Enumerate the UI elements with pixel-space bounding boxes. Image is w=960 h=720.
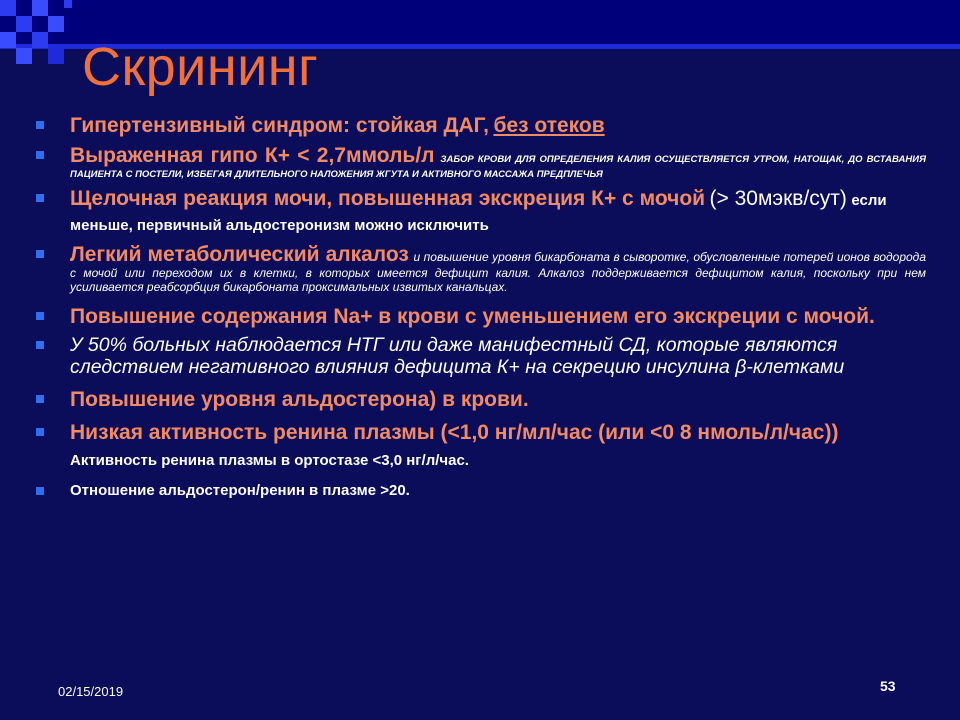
bullet-note: ЗАБОР КРОВИ ДЛЯ ОПРЕДЕЛЕНИЯ КАЛИЯ ОСУЩЕСТВЛЯЕТСЯ УТРОМ, НАТОЩАК, ДО ВСТАВАНИЯ ПАЦИЕНТА С ПОСТЕЛИ, ИЗБЕГАЯ ДЛИТЕЛЬНОГО НАЛОЖЕНИЯ ЖГУТА И АКТИВНОГО МАССАЖА ПРЕДПЛЕЧЬЯ: [70, 154, 927, 180]
bullet-text: Отношение альдостерон/ренин в плазме >20.: [70, 482, 410, 499]
bullet-icon: [36, 194, 44, 202]
bullet-value: (> 30мэкв/сут): [709, 187, 847, 210]
bullet-text: Гипертензивный синдром: стойкая ДАГ,: [70, 114, 490, 137]
bullet-icon: [36, 341, 44, 349]
bullet-icon: [36, 151, 44, 159]
slide-title: Скрининг: [82, 37, 319, 97]
bullet-list: [36, 114, 926, 502]
bullet-text: У 50% больных наблюдается НТГ или даже манифестный СД, которые являются следствием негативного влияния дефицита К+ на секрецию инсулина β-клетками: [70, 334, 845, 378]
bullet-icon: [36, 121, 44, 129]
list-item: [36, 387, 926, 414]
list-item: [36, 480, 926, 502]
list-item: [36, 186, 926, 238]
bullet-icon: [36, 487, 44, 495]
slide-date: 02/15/2019: [58, 684, 124, 699]
bullet-text: Повышение уровня альдостерона) в крови.: [70, 388, 529, 411]
bullet-icon: [36, 428, 44, 436]
bullet-icon: [36, 312, 44, 320]
bullet-icon: [36, 250, 44, 258]
list-item: [36, 244, 926, 294]
bullet-text: Щелочная реакция мочи, повышенная экскреция К+ с мочой: [70, 187, 706, 210]
bullet-text: Выраженная гипо К+ < 2,7ммоль/л: [70, 144, 435, 167]
bullet-note: Активность ренина плазмы в ортостазе <3,0 нг/л/час.: [70, 452, 469, 469]
list-item: [36, 144, 926, 180]
list-item: [36, 114, 926, 138]
list-item: [36, 335, 926, 379]
list-item: [36, 304, 926, 331]
list-item: [36, 420, 926, 474]
bullet-icon: [36, 395, 44, 403]
bullet-note: если меньше, первичный альдостеронизм можно исключить: [70, 192, 887, 234]
bullet-text: Низкая активность ренина плазмы (<1,0 нг/мл/час (или <0 8 нмоль/л/час)): [70, 421, 839, 444]
bullet-note: и повышение уровня бикарбоната в сыворотке, обусловленные потерей ионов водорода с мочой или переходом их в клетки, в которых имеется дефицит калия. Алкалоз поддерживается дефицитом калия, поскольку при нем усиливается реабсорбция бикарбоната проксимальных извитых канальцах.: [70, 250, 926, 294]
bullet-text: Легкий метаболический алкалоз: [70, 243, 409, 266]
bullet-text: Повышение содержания Na+ в крови с уменьшением его экскреции с мочой.: [70, 305, 875, 328]
page-number: 53: [880, 678, 896, 694]
bullet-underlined-text: без отеков: [493, 114, 605, 137]
